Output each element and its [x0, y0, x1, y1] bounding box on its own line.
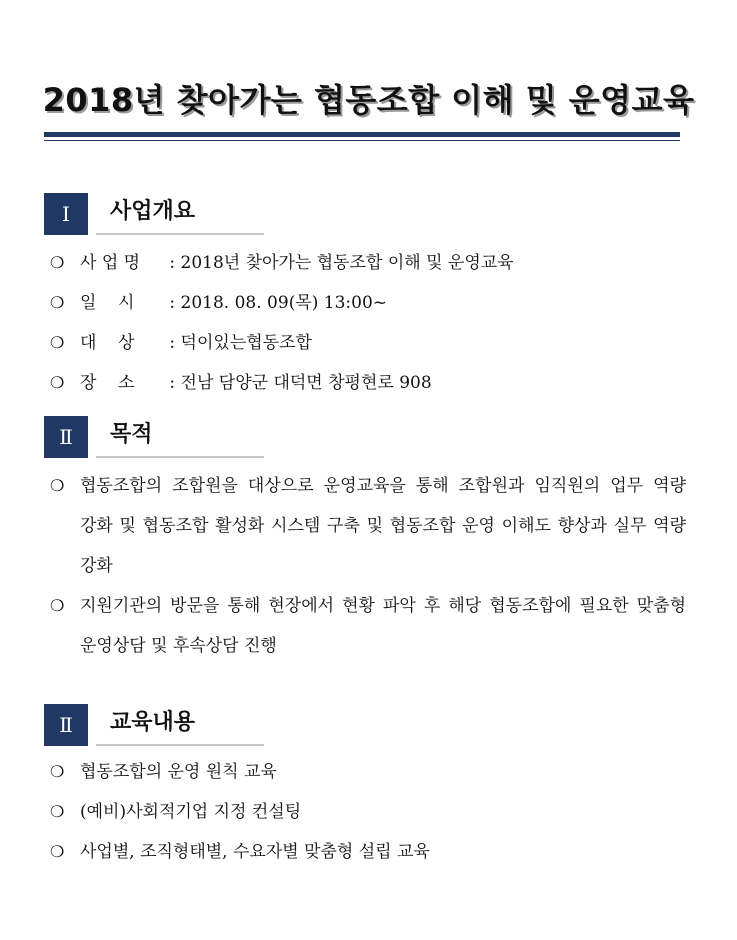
item-separator: :	[164, 333, 181, 353]
purpose-text: 협동조합의 조합원을 대상으로 운영교육을 통해 조합원과 임직원의 업무 역량 강화 및 협동조합 활성화 시스템 구축 및 협동조합 운영 이해도 향상과 실무 역량 강화	[80, 476, 686, 576]
section-heading-curriculum	[44, 704, 274, 746]
section-numeral: Ⅱ	[44, 704, 88, 746]
overview-item-target	[50, 323, 690, 363]
title-rule-thick	[44, 132, 680, 137]
circle-bullet-icon: ❍	[50, 373, 65, 392]
purpose-text: 지원기관의 방문을 통해 현장에서 현황 파악 후 해당 협동조합에 필요한 맞춤형 운영상담 및 후속상담 진행	[80, 596, 686, 656]
section-underline	[96, 744, 264, 746]
item-separator: :	[164, 373, 181, 393]
section-underline	[96, 233, 264, 235]
circle-bullet-icon: ❍	[50, 596, 65, 615]
circle-bullet-icon: ❍	[50, 253, 65, 272]
section-numeral: Ⅱ	[44, 416, 88, 458]
circle-bullet-icon: ❍	[50, 476, 65, 495]
document-title: 2018년 찾아가는 협동조합 이해 및 운영교육	[42, 81, 695, 119]
overview-item-place	[50, 363, 690, 403]
item-separator: :	[164, 253, 181, 273]
circle-bullet-icon: ❍	[50, 293, 65, 312]
circle-bullet-icon: ❍	[50, 842, 65, 861]
overview-item-project-name	[50, 243, 690, 283]
curriculum-text: 협동조합의 운영 원칙 교육	[80, 762, 277, 782]
section-title: 교육내용	[110, 710, 196, 735]
curriculum-item	[50, 792, 690, 832]
item-label: 일 시	[80, 293, 135, 313]
circle-bullet-icon: ❍	[50, 802, 65, 821]
purpose-item	[50, 586, 686, 666]
section-title: 사업개요	[110, 199, 196, 224]
item-value: 전남 담양군 대덕면 창평현로 908	[180, 373, 432, 393]
section-heading-purpose	[44, 416, 274, 458]
curriculum-item	[50, 752, 690, 792]
item-label: 장 소	[80, 373, 135, 393]
section-underline	[96, 456, 264, 458]
item-value: 2018년 찾아가는 협동조합 이해 및 운영교육	[180, 253, 514, 273]
overview-item-date	[50, 283, 690, 323]
curriculum-text: (예비)사회적기업 지정 컨설팅	[80, 802, 302, 822]
circle-bullet-icon: ❍	[50, 333, 65, 352]
section-heading-overview	[44, 193, 274, 235]
item-label: 대 상	[80, 333, 135, 353]
item-value: 덕이있는협동조합	[180, 333, 312, 353]
item-label: 사 업 명	[80, 253, 141, 273]
circle-bullet-icon: ❍	[50, 762, 65, 781]
purpose-item	[50, 466, 686, 586]
curriculum-item	[50, 832, 690, 872]
item-separator: :	[164, 293, 181, 313]
curriculum-text: 사업별, 조직형태별, 수요자별 맞춤형 설립 교육	[80, 842, 430, 862]
section-title: 목적	[110, 422, 153, 447]
item-value: 2018. 08. 09(목) 13:00~	[180, 293, 388, 313]
section-numeral: Ⅰ	[44, 193, 88, 235]
title-rule-thin	[44, 140, 680, 141]
